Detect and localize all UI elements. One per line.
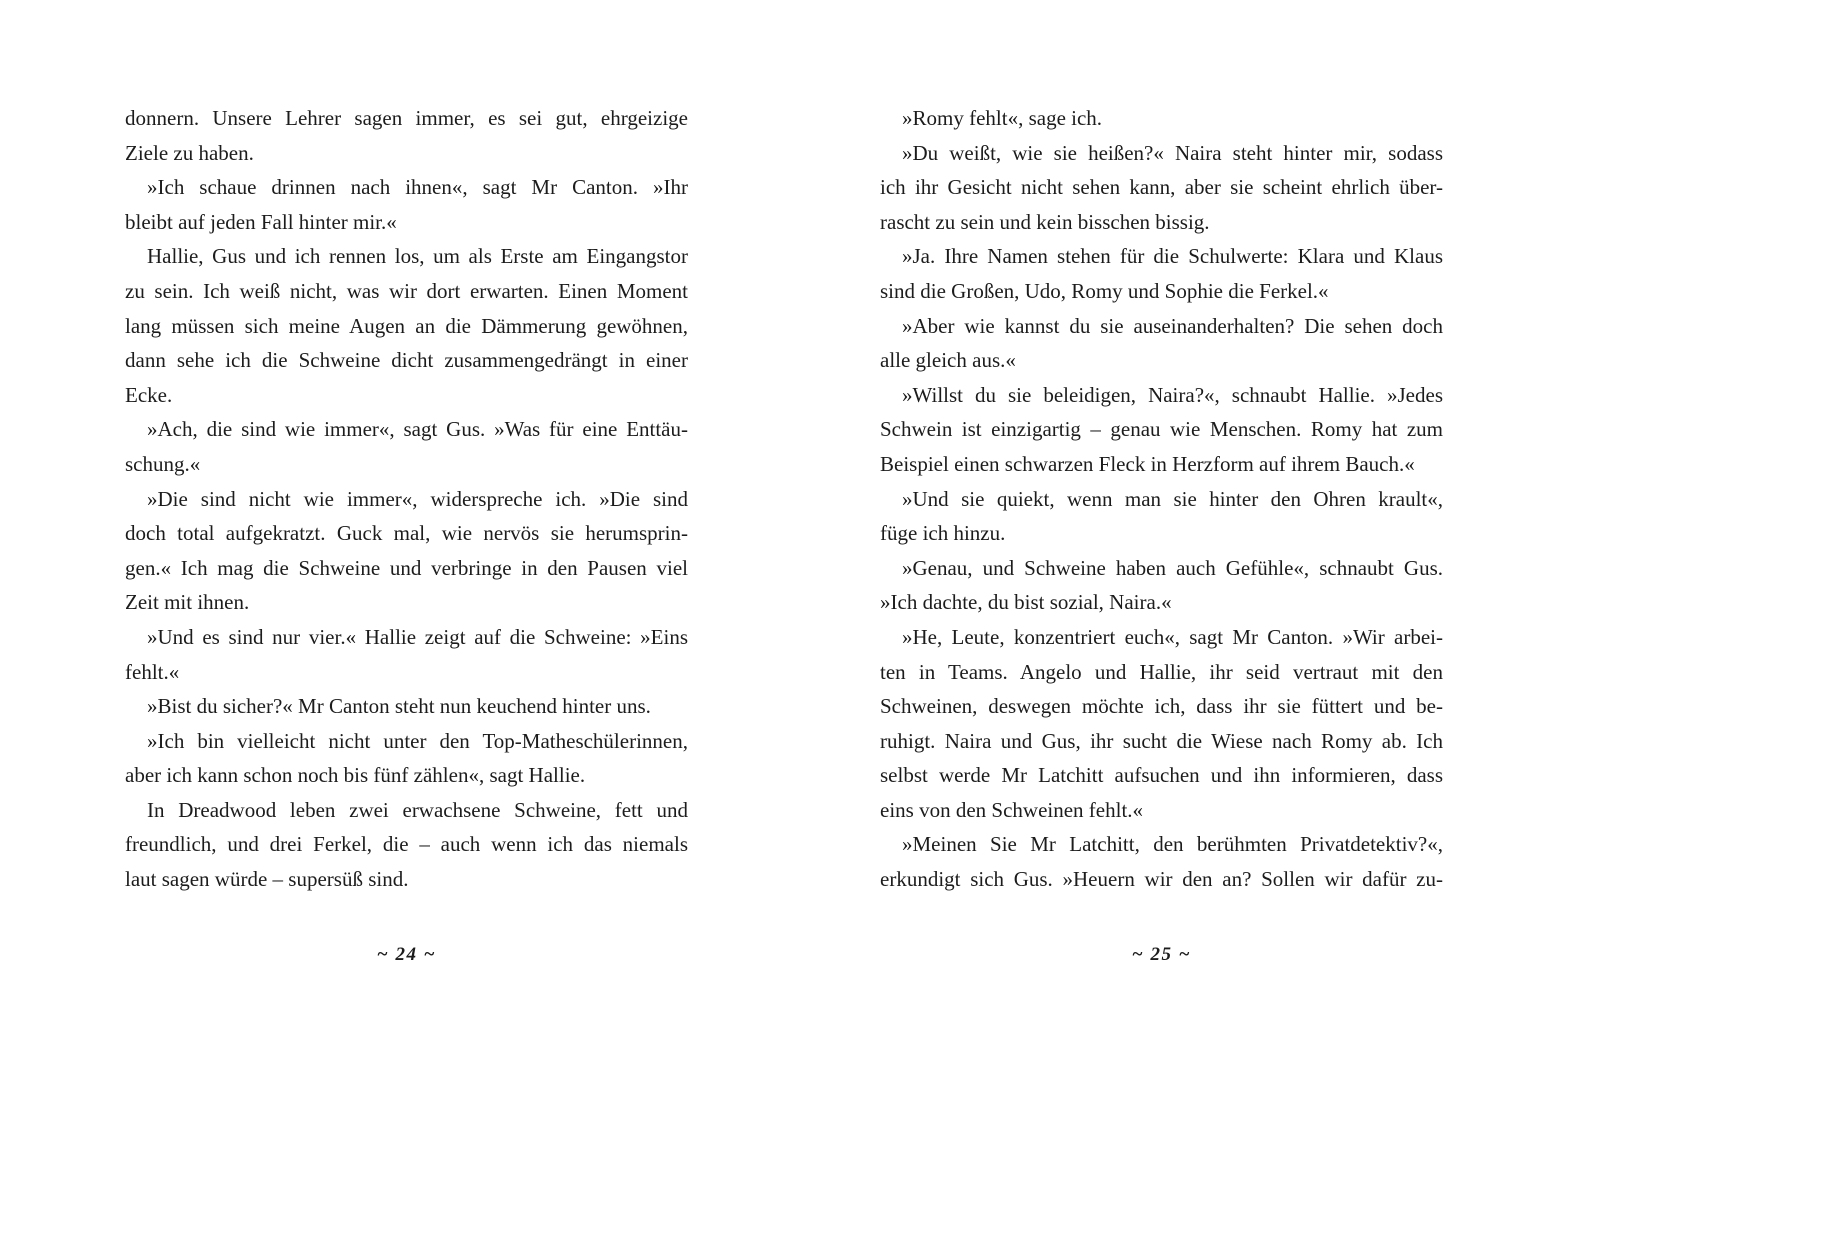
text-line: Schweinen, deswegen möchte ich, dass ihr sie füttert und be- [880, 694, 1443, 719]
text-line: eins von den Schweinen fehlt.« [880, 797, 1144, 822]
text-line: Ecke. [125, 382, 173, 407]
text-line: rascht zu sein und kein bisschen bissig. [880, 209, 1210, 234]
text-line: In Dreadwood leben zwei erwachsene Schweine, fett und [147, 797, 688, 822]
text-line: »Du weißt, wie sie heißen?« Naira steht hinter mir, sodass [902, 140, 1443, 165]
text-line: Ziele zu haben. [125, 140, 254, 165]
text-line: »Ach, die sind wie immer«, sagt Gus. »Was für eine Enttäu- [147, 417, 688, 442]
text-line: bleibt auf jeden Fall hinter mir.« [125, 209, 397, 234]
page-right [880, 0, 1443, 1240]
text-line: sind die Großen, Udo, Romy und Sophie die Ferkel.« [880, 278, 1329, 303]
text-line: ten in Teams. Angelo und Hallie, ihr seid vertraut mit den [880, 659, 1443, 684]
text-line: »Die sind nicht wie immer«, widerspreche ich. »Die sind [147, 486, 688, 511]
text-line: »Ich dachte, du bist sozial, Naira.« [880, 590, 1172, 615]
text-line: alle gleich aus.« [880, 348, 1016, 373]
text-line: »Und es sind nur vier.« Hallie zeigt auf die Schweine: »Eins [147, 624, 688, 649]
text-line: ich ihr Gesicht nicht sehen kann, aber sie scheint ehrlich über- [880, 175, 1443, 200]
text-line: füge ich hinzu. [880, 521, 1006, 546]
text-line: ruhigt. Naira und Gus, ihr sucht die Wiese nach Romy ab. Ich [880, 728, 1443, 753]
text-line: schung.« [125, 451, 201, 476]
text-line: »Meinen Sie Mr Latchitt, den berühmten Privatdetektiv?«, [902, 832, 1443, 857]
text-line: »Romy fehlt«, sage ich. [902, 106, 1103, 130]
text-line: laut sagen würde – supersüß sind. [125, 867, 409, 892]
text-line: Hallie, Gus und ich rennen los, um als Erste am Eingangstor [147, 244, 688, 269]
text-line: selbst werde Mr Latchitt aufsuchen und ihn informieren, dass [880, 763, 1443, 788]
text-line: fehlt.« [125, 659, 180, 684]
text-line: »Genau, und Schweine haben auch Gefühle«, schnaubt Gus. [902, 555, 1443, 580]
text-line: gen.« Ich mag die Schweine und verbringe in den Pausen viel [125, 555, 688, 580]
text-line: Schwein ist einzigartig – genau wie Menschen. Romy hat zum [880, 417, 1443, 442]
text-line: freundlich, und drei Ferkel, die – auch wenn ich das niemals [125, 832, 688, 857]
page-number: ~ 25 ~ [1131, 944, 1192, 965]
text-line: »Ich schaue drinnen nach ihnen«, sagt Mr Canton. »Ihr [147, 175, 688, 200]
text-line: »He, Leute, konzentriert euch«, sagt Mr Canton. »Wir arbei- [902, 624, 1443, 649]
page-text-block [125, 101, 688, 897]
page-text-block [880, 101, 1443, 897]
text-line: »Ja. Ihre Namen stehen für die Schulwerte: Klara und Klaus [902, 244, 1443, 269]
text-line: doch total aufgekratzt. Guck mal, wie nervös sie herumsprin- [125, 521, 688, 546]
text-line: erkundigt sich Gus. »Heuern wir den an? Sollen wir dafür zu- [880, 867, 1443, 892]
text-line: Beispiel einen schwarzen Fleck in Herzform auf ihrem Bauch.« [880, 451, 1415, 476]
text-line: lang müssen sich meine Augen an die Dämmerung gewöhnen, [125, 313, 688, 338]
text-line: Zeit mit ihnen. [125, 590, 250, 615]
text-line: »Bist du sicher?« Mr Canton steht nun keuchend hinter uns. [147, 694, 651, 719]
text-line: zu sein. Ich weiß nicht, was wir dort erwarten. Einen Moment [125, 278, 688, 303]
text-line: »Willst du sie beleidigen, Naira?«, schnaubt Hallie. »Jedes [902, 382, 1443, 407]
text-line: dann sehe ich die Schweine dicht zusammengedrängt in einer [125, 348, 688, 373]
text-line: »Ich bin vielleicht nicht unter den Top-Matheschülerinnen, [147, 728, 688, 753]
text-line: donnern. Unsere Lehrer sagen immer, es sei gut, ehrgeizige [125, 106, 688, 130]
page-left [125, 0, 688, 1240]
text-line: »Und sie quiekt, wenn man sie hinter den Ohren krault«, [902, 486, 1443, 511]
text-line: »Aber wie kannst du sie auseinanderhalten? Die sehen doch [902, 313, 1443, 338]
text-line: aber ich kann schon noch bis fünf zählen«, sagt Hallie. [125, 763, 586, 788]
page-number: ~ 24 ~ [376, 944, 437, 965]
